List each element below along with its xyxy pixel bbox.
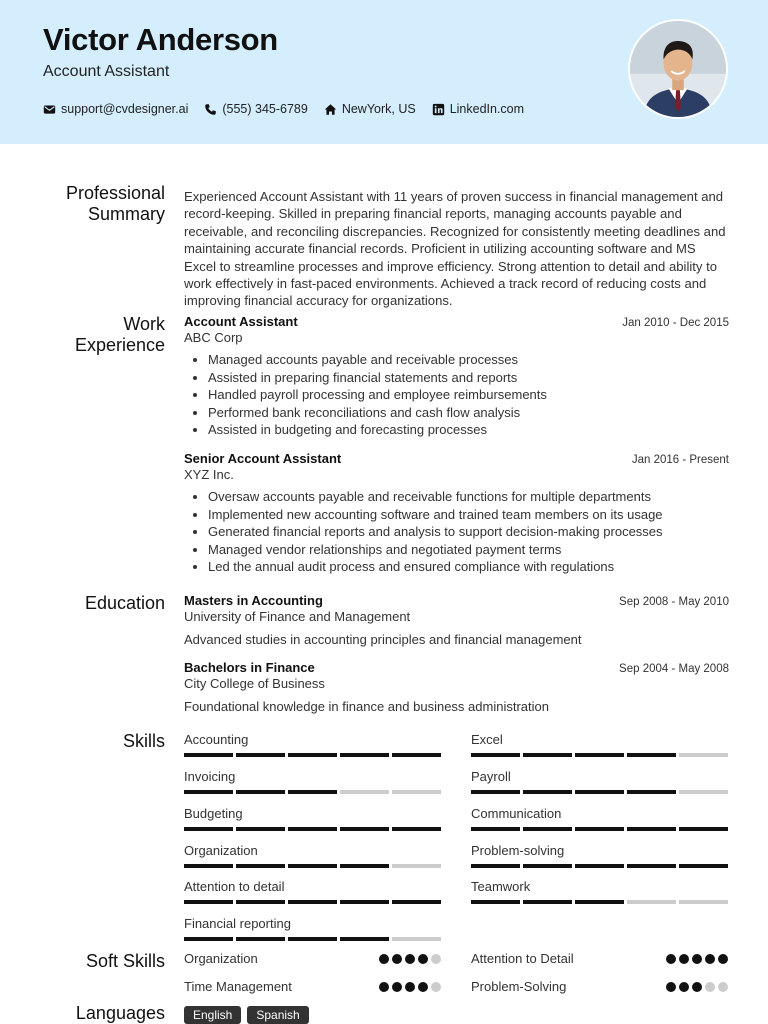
skill-level-segment bbox=[679, 864, 728, 868]
skill-level-segment bbox=[471, 864, 520, 868]
skill-item bbox=[471, 843, 728, 868]
skill-level-segment bbox=[340, 937, 389, 941]
skill-item bbox=[184, 769, 441, 794]
skill-level-segment bbox=[471, 900, 520, 904]
rating-dot bbox=[405, 982, 415, 992]
job-bullets bbox=[184, 488, 729, 576]
skill-level-segment bbox=[340, 864, 389, 868]
skill-level-bar bbox=[184, 753, 441, 757]
skill-item bbox=[184, 879, 441, 904]
skill-level-segment bbox=[288, 900, 337, 904]
candidate-title: Account Assistant bbox=[43, 63, 170, 80]
rating-dot bbox=[405, 954, 415, 964]
skill-level-segment bbox=[627, 900, 676, 904]
skill-level-segment bbox=[184, 827, 233, 831]
soft-skill-item bbox=[184, 951, 441, 966]
phone-icon bbox=[204, 103, 217, 116]
skill-level-segment bbox=[288, 864, 337, 868]
job-bullet: • Generated financial reports and analysis to support decision-making processes bbox=[208, 523, 729, 541]
language-tags bbox=[184, 1006, 309, 1024]
section-title-line: Experience bbox=[74, 335, 165, 355]
education-school: City College of Business bbox=[184, 676, 325, 691]
contact-list bbox=[43, 102, 524, 116]
skill-level-segment bbox=[340, 900, 389, 904]
rating-dot bbox=[679, 982, 689, 992]
rating-dot bbox=[431, 954, 441, 964]
skill-level-segment bbox=[340, 790, 389, 794]
skill-level-bar bbox=[184, 790, 441, 794]
contact-location-text: NewYork, US bbox=[341, 102, 416, 116]
header-banner bbox=[0, 0, 768, 144]
skill-level-segment bbox=[471, 827, 520, 831]
skill-item bbox=[471, 769, 728, 794]
soft-skill-item bbox=[184, 979, 441, 994]
soft-skill-rating bbox=[666, 982, 728, 992]
skill-level-segment bbox=[679, 790, 728, 794]
skill-level-segment bbox=[575, 900, 624, 904]
skill-level-segment bbox=[392, 900, 441, 904]
section-title-education: Education bbox=[84, 593, 165, 613]
rating-dot bbox=[379, 982, 389, 992]
skill-level-segment bbox=[392, 827, 441, 831]
rating-dot bbox=[392, 954, 402, 964]
education-description: Advanced studies in accounting principles and financial management bbox=[184, 632, 582, 647]
rating-dot bbox=[379, 954, 389, 964]
skill-level-segment bbox=[627, 827, 676, 831]
skill-item bbox=[471, 732, 728, 757]
job-bullet: • Handled payroll processing and employee reimbursements bbox=[208, 386, 729, 404]
skill-level-segment bbox=[471, 753, 520, 757]
skill-level-segment bbox=[627, 753, 676, 757]
skill-level-segment bbox=[392, 937, 441, 941]
skill-level-bar bbox=[184, 864, 441, 868]
job-dates: Jan 2016 - Present bbox=[631, 454, 729, 466]
language-tag: English bbox=[184, 1006, 241, 1024]
skill-item bbox=[184, 806, 441, 831]
skill-level-segment bbox=[523, 864, 572, 868]
contact-phone-text: (555) 345-6789 bbox=[222, 102, 308, 116]
skill-level-segment bbox=[340, 753, 389, 757]
job-bullet: • Performed bank reconciliations and cash flow analysis bbox=[208, 404, 729, 422]
rating-dot bbox=[692, 982, 702, 992]
skill-item bbox=[184, 843, 441, 868]
rating-dot bbox=[418, 954, 428, 964]
skill-label: Budgeting bbox=[184, 806, 243, 821]
job-bullet: • Assisted in budgeting and forecasting processes bbox=[208, 421, 729, 439]
skill-level-segment bbox=[236, 900, 285, 904]
section-title-line: Summary bbox=[87, 204, 165, 224]
skill-level-segment bbox=[679, 753, 728, 757]
home-icon bbox=[324, 103, 337, 116]
skill-level-bar bbox=[471, 827, 728, 831]
education-dates: Sep 2004 - May 2008 bbox=[619, 663, 729, 675]
skill-label: Invoicing bbox=[184, 769, 236, 784]
education-dates: Sep 2008 - May 2010 bbox=[619, 596, 729, 608]
skill-level-bar bbox=[184, 937, 441, 941]
education-description: Foundational knowledge in finance and business administration bbox=[184, 699, 549, 714]
skill-level-segment bbox=[236, 864, 285, 868]
skill-level-segment bbox=[392, 864, 441, 868]
rating-dot bbox=[718, 954, 728, 964]
contact-phone[interactable] bbox=[204, 102, 307, 116]
skill-level-segment bbox=[288, 790, 337, 794]
skill-item bbox=[471, 806, 728, 831]
skill-level-segment bbox=[523, 753, 572, 757]
soft-skill-rating bbox=[379, 954, 441, 964]
soft-skill-label: Organization bbox=[184, 951, 258, 966]
contact-linkedin-text: LinkedIn.com bbox=[449, 102, 525, 116]
section-title-skills: Skills bbox=[122, 731, 165, 751]
soft-skill-rating bbox=[666, 954, 728, 964]
job-title: Senior Account Assistant bbox=[184, 451, 342, 466]
rating-dot bbox=[705, 954, 715, 964]
skill-level-segment bbox=[392, 753, 441, 757]
skill-label: Teamwork bbox=[471, 879, 531, 894]
skill-label: Organization bbox=[184, 843, 258, 858]
job-bullet: • Oversaw accounts payable and receivable functions for multiple departments bbox=[208, 488, 729, 506]
job-bullet: • Implemented new accounting software and trained team members on its usage bbox=[208, 506, 729, 524]
skill-level-bar bbox=[471, 900, 728, 904]
rating-dot bbox=[666, 954, 676, 964]
linkedin-icon bbox=[432, 103, 445, 116]
envelope-icon bbox=[43, 103, 56, 116]
rating-dot bbox=[679, 954, 689, 964]
skill-level-segment bbox=[523, 790, 572, 794]
rating-dot bbox=[692, 954, 702, 964]
skill-level-segment bbox=[288, 827, 337, 831]
skill-level-segment bbox=[523, 827, 572, 831]
candidate-name: Victor Anderson bbox=[43, 22, 278, 57]
skill-level-segment bbox=[523, 900, 572, 904]
skill-level-segment bbox=[392, 790, 441, 794]
skill-level-segment bbox=[184, 900, 233, 904]
job-entry bbox=[184, 314, 729, 439]
skill-level-segment bbox=[236, 753, 285, 757]
skill-level-segment bbox=[288, 753, 337, 757]
rating-dot bbox=[705, 982, 715, 992]
skill-level-segment bbox=[236, 937, 285, 941]
skill-level-segment bbox=[627, 864, 676, 868]
skill-level-segment bbox=[679, 827, 728, 831]
avatar bbox=[628, 19, 728, 119]
skill-level-segment bbox=[575, 790, 624, 794]
skill-level-segment bbox=[184, 937, 233, 941]
section-title-experience bbox=[25, 314, 165, 356]
job-company: XYZ Inc. bbox=[184, 467, 234, 482]
job-company: ABC Corp bbox=[184, 330, 243, 345]
education-entry bbox=[184, 660, 729, 714]
soft-skill-label: Problem-Solving bbox=[471, 979, 567, 994]
skill-level-segment bbox=[575, 864, 624, 868]
section-title-languages: Languages bbox=[75, 1003, 165, 1023]
summary-text: Experienced Account Assistant with 11 years of proven success in financial management and record-keeping. Skilled in preparing financial reports, managing accounts payable and receivable, and reconciling discrepancies. Recognized for consistently meeting deadlines and maintaining accurate financial records. Proficient in utilizing accounting software and MS Excel to streamline processes and improve efficiency. Strong attention to detail and ability to work effectively in fast-paced environments. Achieved a track record of reducing costs and improving financial accuracy for organizations. bbox=[184, 189, 726, 309]
section-title-line: Work bbox=[123, 314, 165, 334]
skill-level-bar bbox=[184, 827, 441, 831]
education-school: University of Finance and Management bbox=[184, 609, 411, 624]
soft-skill-item bbox=[471, 951, 728, 966]
education-degree: Bachelors in Finance bbox=[184, 660, 315, 675]
job-bullets bbox=[184, 351, 729, 439]
profile-photo bbox=[630, 21, 726, 117]
skill-level-bar bbox=[471, 753, 728, 757]
section-title-soft-skills: Soft Skills bbox=[85, 951, 165, 971]
contact-location bbox=[324, 102, 416, 116]
contact-linkedin[interactable] bbox=[432, 102, 524, 116]
rating-dot bbox=[666, 982, 676, 992]
skill-level-segment bbox=[236, 827, 285, 831]
section-title-summary bbox=[25, 183, 165, 225]
skill-level-segment bbox=[575, 753, 624, 757]
skill-level-segment bbox=[184, 864, 233, 868]
language-tag: Spanish bbox=[247, 1006, 308, 1024]
education-degree: Masters in Accounting bbox=[184, 593, 323, 608]
skill-level-segment bbox=[288, 937, 337, 941]
skill-level-segment bbox=[236, 790, 285, 794]
contact-email[interactable] bbox=[43, 102, 188, 116]
job-dates: Jan 2010 - Dec 2015 bbox=[622, 317, 729, 329]
skill-level-segment bbox=[679, 900, 728, 904]
skill-label: Problem-solving bbox=[471, 843, 565, 858]
rating-dot bbox=[718, 982, 728, 992]
skill-level-segment bbox=[627, 790, 676, 794]
job-title: Account Assistant bbox=[184, 314, 298, 329]
skill-label: Communication bbox=[471, 806, 562, 821]
skill-item bbox=[471, 879, 728, 904]
skill-level-bar bbox=[471, 864, 728, 868]
job-bullet: • Assisted in preparing financial statements and reports bbox=[208, 369, 729, 387]
soft-skill-label: Attention to Detail bbox=[471, 951, 574, 966]
skill-label: Accounting bbox=[184, 732, 249, 747]
soft-skill-label: Time Management bbox=[184, 979, 292, 994]
skill-level-bar bbox=[471, 790, 728, 794]
soft-skill-rating bbox=[379, 982, 441, 992]
rating-dot bbox=[431, 982, 441, 992]
section-title-line: Professional bbox=[65, 183, 165, 203]
skill-level-segment bbox=[575, 827, 624, 831]
skill-level-segment bbox=[184, 790, 233, 794]
job-bullet: • Managed vendor relationships and negotiated payment terms bbox=[208, 541, 729, 559]
skill-label: Excel bbox=[471, 732, 503, 747]
skill-level-bar bbox=[184, 900, 441, 904]
skill-label: Financial reporting bbox=[184, 916, 291, 931]
rating-dot bbox=[418, 982, 428, 992]
job-entry bbox=[184, 451, 729, 576]
skill-label: Attention to detail bbox=[184, 879, 285, 894]
contact-email-text: support@cvdesigner.ai bbox=[61, 102, 189, 116]
education-entry bbox=[184, 593, 729, 647]
skill-level-segment bbox=[184, 753, 233, 757]
skill-item bbox=[184, 732, 441, 757]
soft-skill-item bbox=[471, 979, 728, 994]
skill-level-segment bbox=[340, 827, 389, 831]
skill-label: Payroll bbox=[471, 769, 511, 784]
job-bullet: • Managed accounts payable and receivable processes bbox=[208, 351, 729, 369]
skill-level-segment bbox=[471, 790, 520, 794]
skill-item bbox=[184, 916, 441, 941]
rating-dot bbox=[392, 982, 402, 992]
job-bullet: • Led the annual audit process and ensured compliance with regulations bbox=[208, 558, 729, 576]
